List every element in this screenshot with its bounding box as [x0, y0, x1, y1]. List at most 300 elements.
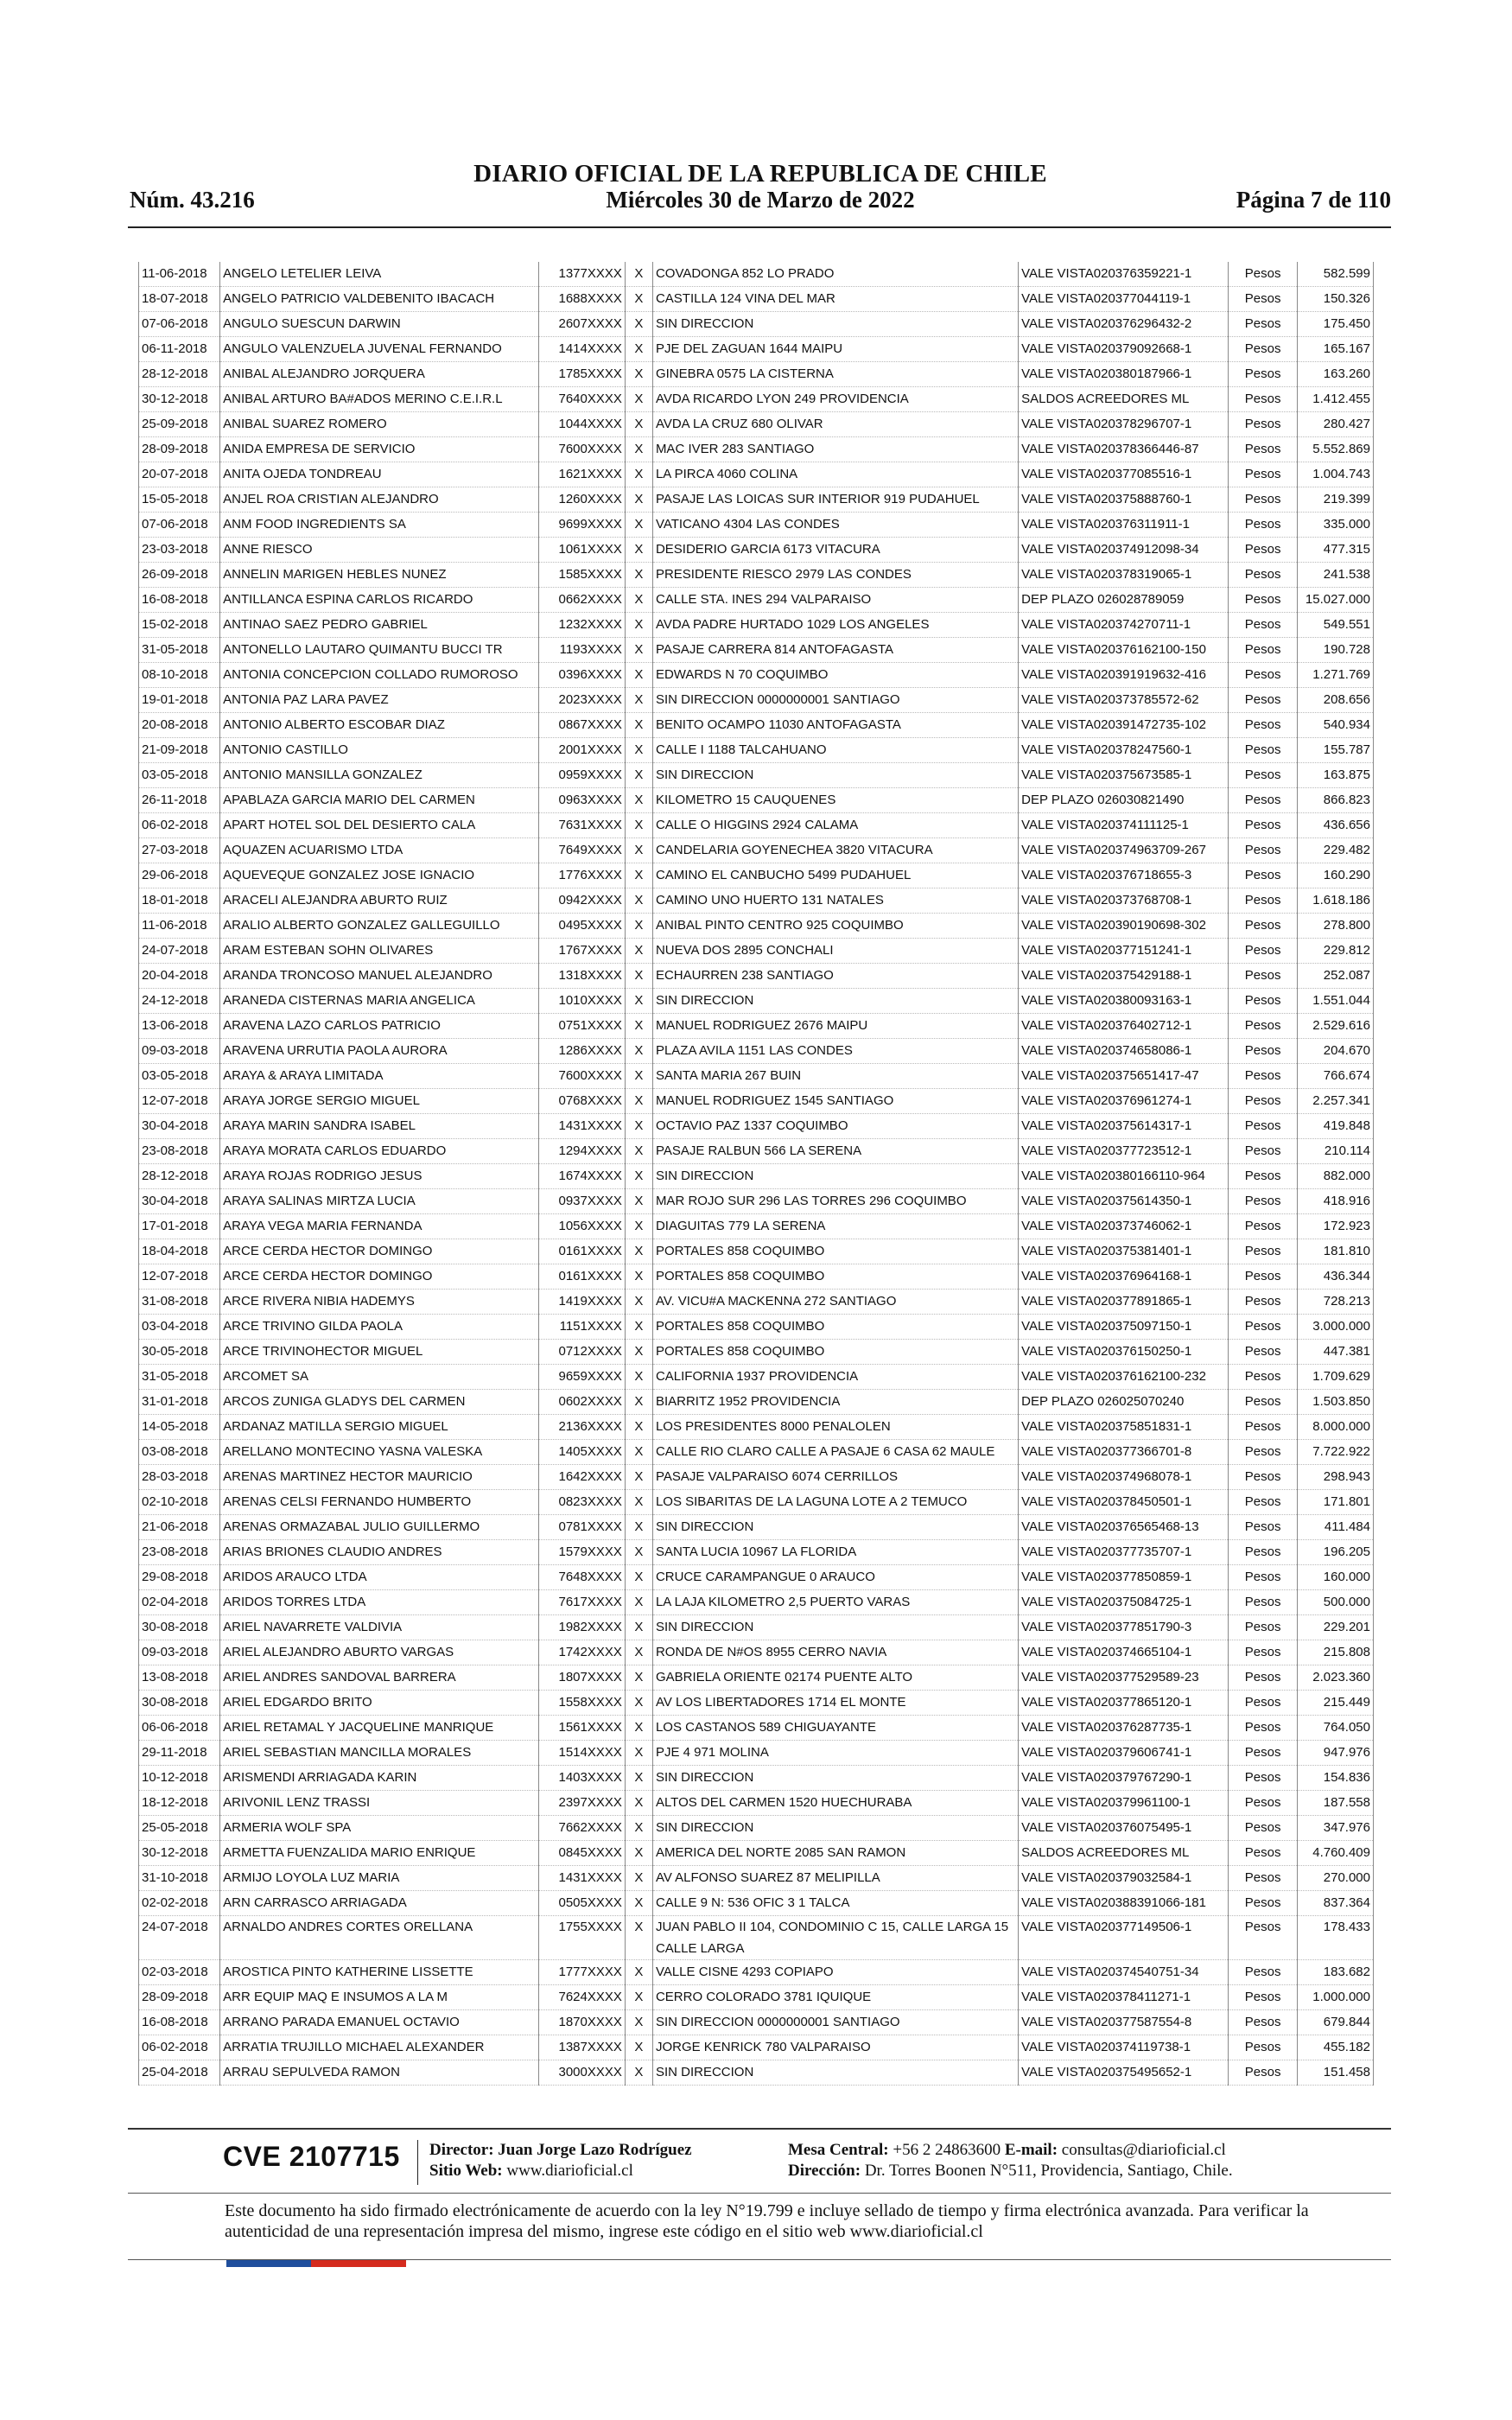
row-document: VALE VISTA020375673585-1 — [1019, 763, 1229, 788]
row-name: ANTONELLO LAUTARO QUIMANTU BUCCI TR — [220, 638, 538, 663]
row-amount: 155.787 — [1297, 738, 1373, 763]
row-name: ARIEL NAVARRETE VALDIVIA — [220, 1615, 538, 1640]
row-amount: 172.923 — [1297, 1214, 1373, 1239]
table-row — [139, 412, 1374, 437]
row-rut: 0942XXXX — [538, 888, 625, 914]
row-mark: X — [625, 1615, 652, 1640]
row-amount: 252.087 — [1297, 964, 1373, 989]
row-document: VALE VISTA020375097150-1 — [1019, 1315, 1229, 1340]
table-row — [139, 1665, 1374, 1691]
row-mark: X — [625, 1741, 652, 1766]
row-currency: Pesos — [1229, 1515, 1298, 1540]
row-rut: 1414XXXX — [538, 337, 625, 362]
row-date: 28-12-2018 — [139, 362, 220, 387]
row-date: 11-06-2018 — [139, 262, 220, 287]
row-rut: 1742XXXX — [538, 1640, 625, 1665]
table-row — [139, 713, 1374, 738]
row-mark: X — [625, 1960, 652, 1985]
table-row — [139, 513, 1374, 538]
row-mark: X — [625, 1415, 652, 1440]
table-row — [139, 1089, 1374, 1114]
row-address: GINEBRA 0575 LA CISTERNA — [652, 362, 1018, 387]
row-date: 27-03-2018 — [139, 838, 220, 863]
row-amount: 196.205 — [1297, 1540, 1373, 1565]
row-date: 31-08-2018 — [139, 1290, 220, 1315]
row-rut: 0662XXXX — [538, 588, 625, 613]
row-address: PLAZA AVILA 1151 LAS CONDES — [652, 1039, 1018, 1064]
row-mark: X — [625, 1515, 652, 1540]
row-date: 25-09-2018 — [139, 412, 220, 437]
row-amount: 582.599 — [1297, 262, 1373, 287]
row-amount: 3.000.000 — [1297, 1315, 1373, 1340]
row-currency: Pesos — [1229, 563, 1298, 588]
row-mark: X — [625, 1891, 652, 1916]
row-mark: X — [625, 638, 652, 663]
row-rut: 1585XXXX — [538, 563, 625, 588]
row-rut: 1286XXXX — [538, 1039, 625, 1064]
row-document: VALE VISTA020376162100-232 — [1019, 1365, 1229, 1390]
row-name: AQUAZEN ACUARISMO LTDA — [220, 838, 538, 863]
row-mark: X — [625, 914, 652, 939]
row-document: VALE VISTA020378411271-1 — [1019, 1985, 1229, 2010]
row-mark: X — [625, 287, 652, 312]
row-amount: 418.916 — [1297, 1189, 1373, 1214]
row-name: ARCE TRIVINO GILDA PAOLA — [220, 1315, 538, 1340]
row-address: AVDA RICARDO LYON 249 PROVIDENCIA — [652, 387, 1018, 412]
row-amount: 280.427 — [1297, 412, 1373, 437]
row-rut: 2001XXXX — [538, 738, 625, 763]
row-mark: X — [625, 964, 652, 989]
row-amount: 728.213 — [1297, 1290, 1373, 1315]
row-amount: 347.976 — [1297, 1816, 1373, 1841]
row-mark: X — [625, 713, 652, 738]
row-amount: 764.050 — [1297, 1716, 1373, 1741]
row-date: 30-08-2018 — [139, 1691, 220, 1716]
row-rut: 1558XXXX — [538, 1691, 625, 1716]
table-row — [139, 1565, 1374, 1590]
row-currency: Pesos — [1229, 1665, 1298, 1691]
row-mark: X — [625, 863, 652, 888]
row-date: 29-08-2018 — [139, 1565, 220, 1590]
row-date: 08-10-2018 — [139, 663, 220, 688]
row-mark: X — [625, 362, 652, 387]
row-date: 15-02-2018 — [139, 613, 220, 638]
row-date: 14-05-2018 — [139, 1415, 220, 1440]
row-date: 21-09-2018 — [139, 738, 220, 763]
row-document: VALE VISTA020375084725-1 — [1019, 1590, 1229, 1615]
site-label: Sitio Web: — [429, 2162, 503, 2180]
row-address: PJE DEL ZAGUAN 1644 MAIPU — [652, 337, 1018, 362]
row-document: VALE VISTA020373746062-1 — [1019, 1214, 1229, 1239]
row-amount: 229.812 — [1297, 939, 1373, 964]
row-document: VALE VISTA020376565468-13 — [1019, 1515, 1229, 1540]
row-amount: 204.670 — [1297, 1039, 1373, 1064]
row-document: VALE VISTA020377085516-1 — [1019, 462, 1229, 487]
row-document: VALE VISTA020376961274-1 — [1019, 1089, 1229, 1114]
row-rut: 0963XXXX — [538, 788, 625, 813]
row-date: 25-05-2018 — [139, 1816, 220, 1841]
row-name: ARCE RIVERA NIBIA HADEMYS — [220, 1290, 538, 1315]
row-date: 13-08-2018 — [139, 1665, 220, 1691]
row-name: ARAVENA URRUTIA PAOLA AURORA — [220, 1039, 538, 1064]
row-mark: X — [625, 1665, 652, 1691]
row-address: PORTALES 858 COQUIMBO — [652, 1315, 1018, 1340]
row-amount: 210.114 — [1297, 1139, 1373, 1164]
row-name: ANTONIA PAZ LARA PAVEZ — [220, 688, 538, 713]
row-rut: 9659XXXX — [538, 1365, 625, 1390]
row-mark: X — [625, 538, 652, 563]
flag-stripe-red — [311, 2260, 406, 2267]
row-currency: Pesos — [1229, 1490, 1298, 1515]
row-mark: X — [625, 513, 652, 538]
table-row — [139, 1465, 1374, 1490]
row-address: LOS CASTANOS 589 CHIGUAYANTE — [652, 1716, 1018, 1741]
row-document: VALE VISTA020380187966-1 — [1019, 362, 1229, 387]
row-document: VALE VISTA020376718655-3 — [1019, 863, 1229, 888]
row-date: 26-09-2018 — [139, 563, 220, 588]
row-currency: Pesos — [1229, 1089, 1298, 1114]
row-mark: X — [625, 1640, 652, 1665]
row-mark: X — [625, 2035, 652, 2060]
row-name: ANTONIO CASTILLO — [220, 738, 538, 763]
row-name: ARAYA ROJAS RODRIGO JESUS — [220, 1164, 538, 1189]
row-document: VALE VISTA020374119738-1 — [1019, 2035, 1229, 2060]
row-currency: Pesos — [1229, 663, 1298, 688]
row-mark: X — [625, 738, 652, 763]
row-amount: 549.551 — [1297, 613, 1373, 638]
row-document: VALE VISTA020374111125-1 — [1019, 813, 1229, 838]
row-mark: X — [625, 663, 652, 688]
row-rut: 0781XXXX — [538, 1515, 625, 1540]
row-mark: X — [625, 1791, 652, 1816]
row-name: ARCE CERDA HECTOR DOMINGO — [220, 1264, 538, 1290]
row-name: ANTONIO ALBERTO ESCOBAR DIAZ — [220, 713, 538, 738]
row-name: ARENAS ORMAZABAL JULIO GUILLERMO — [220, 1515, 538, 1540]
row-currency: Pesos — [1229, 1766, 1298, 1791]
row-currency: Pesos — [1229, 1716, 1298, 1741]
row-amount: 229.201 — [1297, 1615, 1373, 1640]
row-address: LOS SIBARITAS DE LA LAGUNA LOTE A 2 TEMUCO — [652, 1490, 1018, 1515]
table-row — [139, 939, 1374, 964]
row-rut: 1044XXXX — [538, 412, 625, 437]
row-document: VALE VISTA020377865120-1 — [1019, 1691, 1229, 1716]
row-mark: X — [625, 1264, 652, 1290]
row-name: AROSTICA PINTO KATHERINE LISSETTE — [220, 1960, 538, 1985]
row-rut: 0845XXXX — [538, 1841, 625, 1866]
row-amount: 679.844 — [1297, 2010, 1373, 2035]
row-currency: Pesos — [1229, 1340, 1298, 1365]
row-name: ANGULO SUESCUN DARWIN — [220, 312, 538, 337]
row-date: 31-10-2018 — [139, 1866, 220, 1891]
row-date: 11-06-2018 — [139, 914, 220, 939]
row-date: 06-06-2018 — [139, 1716, 220, 1741]
row-rut: 1431XXXX — [538, 1866, 625, 1891]
table-row — [139, 1841, 1374, 1866]
row-address: COVADONGA 852 LO PRADO — [652, 262, 1018, 287]
row-name: ARN CARRASCO ARRIAGADA — [220, 1891, 538, 1916]
table-row — [139, 1365, 1374, 1390]
row-amount: 882.000 — [1297, 1164, 1373, 1189]
row-rut: 7640XXXX — [538, 387, 625, 412]
row-mark: X — [625, 1866, 652, 1891]
row-name: ARR EQUIP MAQ E INSUMOS A LA M — [220, 1985, 538, 2010]
row-mark: X — [625, 337, 652, 362]
row-address: CALLE 9 N: 536 OFIC 3 1 TALCA — [652, 1891, 1018, 1916]
table-row — [139, 613, 1374, 638]
row-rut: 1982XXXX — [538, 1615, 625, 1640]
row-rut: 1785XXXX — [538, 362, 625, 387]
row-name: ANITA OJEDA TONDREAU — [220, 462, 538, 487]
row-name: ARACELI ALEJANDRA ABURTO RUIZ — [220, 888, 538, 914]
row-address: CALIFORNIA 1937 PROVIDENCIA — [652, 1365, 1018, 1390]
table-row — [139, 1139, 1374, 1164]
row-date: 31-05-2018 — [139, 1365, 220, 1390]
row-document: DEP PLAZO 026025070240 — [1019, 1390, 1229, 1415]
row-amount: 837.364 — [1297, 1891, 1373, 1916]
row-rut: 0751XXXX — [538, 1014, 625, 1039]
table-row — [139, 312, 1374, 337]
table-row — [139, 1264, 1374, 1290]
row-amount: 15.027.000 — [1297, 588, 1373, 613]
row-amount: 1.000.000 — [1297, 1985, 1373, 2010]
row-rut: 1431XXXX — [538, 1114, 625, 1139]
table-row — [139, 387, 1374, 412]
row-date: 03-04-2018 — [139, 1315, 220, 1340]
address-label: Dirección: — [788, 2162, 861, 2180]
row-name: ARIVONIL LENZ TRASSI — [220, 1791, 538, 1816]
issue-date: Miércoles 30 de Marzo de 2022 — [606, 187, 915, 213]
row-document: VALE VISTA020391919632-416 — [1019, 663, 1229, 688]
row-name: ARISMENDI ARRIAGADA KARIN — [220, 1766, 538, 1791]
row-currency: Pesos — [1229, 813, 1298, 838]
row-currency: Pesos — [1229, 1866, 1298, 1891]
row-date: 06-02-2018 — [139, 2035, 220, 2060]
newspaper-title: DIARIO OFICIAL DE LA REPUBLICA DE CHILE — [473, 160, 1047, 188]
row-mark: X — [625, 387, 652, 412]
row-name: ARCOS ZUNIGA GLADYS DEL CARMEN — [220, 1390, 538, 1415]
row-currency: Pesos — [1229, 1264, 1298, 1290]
row-address: CRUCE CARAMPANGUE 0 ARAUCO — [652, 1565, 1018, 1590]
row-date: 24-07-2018 — [139, 939, 220, 964]
row-document: VALE VISTA020380093163-1 — [1019, 989, 1229, 1014]
row-currency: Pesos — [1229, 362, 1298, 387]
row-address: ALTOS DEL CARMEN 1520 HUECHURABA — [652, 1791, 1018, 1816]
row-rut: 2397XXXX — [538, 1791, 625, 1816]
row-rut: 1579XXXX — [538, 1540, 625, 1565]
row-amount: 154.836 — [1297, 1766, 1373, 1791]
row-address: SIN DIRECCION — [652, 1164, 1018, 1189]
row-name: ARCE CERDA HECTOR DOMINGO — [220, 1239, 538, 1264]
row-mark: X — [625, 813, 652, 838]
row-amount: 150.326 — [1297, 287, 1373, 312]
row-amount: 1.618.186 — [1297, 888, 1373, 914]
row-address: KILOMETRO 15 CAUQUENES — [652, 788, 1018, 813]
row-currency: Pesos — [1229, 838, 1298, 863]
row-address: LA LAJA KILOMETRO 2,5 PUERTO VARAS — [652, 1590, 1018, 1615]
header-divider — [128, 226, 1391, 228]
row-document: VALE VISTA020391472735-102 — [1019, 713, 1229, 738]
row-mark: X — [625, 1816, 652, 1841]
cve-separator — [417, 2140, 418, 2185]
row-currency: Pesos — [1229, 1415, 1298, 1440]
row-address: SIN DIRECCION — [652, 1615, 1018, 1640]
row-rut: 9699XXXX — [538, 513, 625, 538]
row-amount: 2.257.341 — [1297, 1089, 1373, 1114]
row-currency: Pesos — [1229, 1615, 1298, 1640]
row-mark: X — [625, 588, 652, 613]
table-row — [139, 813, 1374, 838]
table-row — [139, 1114, 1374, 1139]
row-date: 16-08-2018 — [139, 2010, 220, 2035]
row-amount: 219.399 — [1297, 487, 1373, 513]
row-name: ARAYA & ARAYA LIMITADA — [220, 1064, 538, 1089]
table-row — [139, 738, 1374, 763]
row-rut: 1294XXXX — [538, 1139, 625, 1164]
table-row — [139, 1440, 1374, 1465]
row-amount: 947.976 — [1297, 1741, 1373, 1766]
header-center — [130, 161, 1391, 213]
row-document: VALE VISTA020374540751-34 — [1019, 1960, 1229, 1985]
row-mark: X — [625, 2060, 652, 2086]
table-row — [139, 362, 1374, 387]
row-name: ANIBAL ARTURO BA#ADOS MERINO C.E.I.R.L — [220, 387, 538, 412]
row-amount: 1.551.044 — [1297, 989, 1373, 1014]
row-rut: 0823XXXX — [538, 1490, 625, 1515]
row-name: APABLAZA GARCIA MARIO DEL CARMEN — [220, 788, 538, 813]
table-row — [139, 1816, 1374, 1841]
row-mark: X — [625, 1916, 652, 1960]
row-mark: X — [625, 1139, 652, 1164]
email-link[interactable]: consultas@diarioficial.cl — [1061, 2141, 1226, 2159]
row-document: VALE VISTA020374270711-1 — [1019, 613, 1229, 638]
row-name: ARCOMET SA — [220, 1365, 538, 1390]
row-document: VALE VISTA020378296707-1 — [1019, 412, 1229, 437]
row-date: 18-07-2018 — [139, 287, 220, 312]
row-amount: 298.943 — [1297, 1465, 1373, 1490]
row-document: VALE VISTA020378366446-87 — [1019, 437, 1229, 462]
row-currency: Pesos — [1229, 1590, 1298, 1615]
row-rut: 0161XXXX — [538, 1264, 625, 1290]
row-rut: 2607XXXX — [538, 312, 625, 337]
row-rut: 1807XXXX — [538, 1665, 625, 1691]
row-document: VALE VISTA020375651417-47 — [1019, 1064, 1229, 1089]
row-document: VALE VISTA020377366701-8 — [1019, 1440, 1229, 1465]
table-row — [139, 1064, 1374, 1089]
row-mark: X — [625, 939, 652, 964]
row-amount: 229.482 — [1297, 838, 1373, 863]
row-currency: Pesos — [1229, 1214, 1298, 1239]
row-document: VALE VISTA020378450501-1 — [1019, 1490, 1229, 1515]
row-address: SIN DIRECCION — [652, 989, 1018, 1014]
row-mark: X — [625, 462, 652, 487]
row-currency: Pesos — [1229, 1891, 1298, 1916]
row-document: DEP PLAZO 026028789059 — [1019, 588, 1229, 613]
table-row — [139, 989, 1374, 1014]
row-document: VALE VISTA020376311911-1 — [1019, 513, 1229, 538]
row-name: ANTONIA CONCEPCION COLLADO RUMOROSO — [220, 663, 538, 688]
row-rut: 1318XXXX — [538, 964, 625, 989]
row-rut: 1403XXXX — [538, 1766, 625, 1791]
row-rut: 7649XXXX — [538, 838, 625, 863]
row-date: 29-06-2018 — [139, 863, 220, 888]
row-amount: 215.808 — [1297, 1640, 1373, 1665]
row-currency: Pesos — [1229, 1315, 1298, 1340]
row-rut: 0396XXXX — [538, 663, 625, 688]
table-row — [139, 1515, 1374, 1540]
row-currency: Pesos — [1229, 1565, 1298, 1590]
row-amount: 5.552.869 — [1297, 437, 1373, 462]
row-currency: Pesos — [1229, 387, 1298, 412]
row-name: ARANEDA CISTERNAS MARIA ANGELICA — [220, 989, 538, 1014]
table-row — [139, 1791, 1374, 1816]
row-document: VALE VISTA020376296432-2 — [1019, 312, 1229, 337]
row-document: VALE VISTA020377151241-1 — [1019, 939, 1229, 964]
row-rut: 7631XXXX — [538, 813, 625, 838]
row-date: 18-04-2018 — [139, 1239, 220, 1264]
row-date: 30-04-2018 — [139, 1189, 220, 1214]
row-address: AV ALFONSO SUAREZ 87 MELIPILLA — [652, 1866, 1018, 1891]
row-rut: 1870XXXX — [538, 2010, 625, 2035]
row-currency: Pesos — [1229, 888, 1298, 914]
row-mark: X — [625, 989, 652, 1014]
row-address: AV. VICU#A MACKENNA 272 SANTIAGO — [652, 1290, 1018, 1315]
row-name: ANGELO LETELIER LEIVA — [220, 262, 538, 287]
row-date: 06-11-2018 — [139, 337, 220, 362]
row-date: 28-03-2018 — [139, 1465, 220, 1490]
row-rut: 1151XXXX — [538, 1315, 625, 1340]
row-rut: 0867XXXX — [538, 713, 625, 738]
row-date: 28-09-2018 — [139, 1985, 220, 2010]
row-address: PASAJE VALPARAISO 6074 CERRILLOS — [652, 1465, 1018, 1490]
row-document: VALE VISTA020376150250-1 — [1019, 1340, 1229, 1365]
row-currency: Pesos — [1229, 337, 1298, 362]
row-currency: Pesos — [1229, 1540, 1298, 1565]
row-rut: 1232XXXX — [538, 613, 625, 638]
row-address: SANTA MARIA 267 BUIN — [652, 1064, 1018, 1089]
row-document: VALE VISTA020379767290-1 — [1019, 1766, 1229, 1791]
row-document: VALE VISTA020376964168-1 — [1019, 1264, 1229, 1290]
row-name: ARMIJO LOYOLA LUZ MARIA — [220, 1866, 538, 1891]
row-amount: 1.412.455 — [1297, 387, 1373, 412]
row-amount: 1.004.743 — [1297, 462, 1373, 487]
table-row — [139, 763, 1374, 788]
row-rut: 7600XXXX — [538, 437, 625, 462]
row-mark: X — [625, 1064, 652, 1089]
table-row — [139, 1340, 1374, 1365]
table-row — [139, 563, 1374, 588]
row-rut: 0768XXXX — [538, 1089, 625, 1114]
row-address: PRESIDENTE RIESCO 2979 LAS CONDES — [652, 563, 1018, 588]
row-currency: Pesos — [1229, 1139, 1298, 1164]
row-date: 31-05-2018 — [139, 638, 220, 663]
row-currency: Pesos — [1229, 1741, 1298, 1766]
row-address: MANUEL RODRIGUEZ 2676 MAIPU — [652, 1014, 1018, 1039]
row-currency: Pesos — [1229, 1791, 1298, 1816]
row-amount: 165.167 — [1297, 337, 1373, 362]
row-amount: 181.810 — [1297, 1239, 1373, 1264]
row-rut: 1688XXXX — [538, 287, 625, 312]
row-name: ARELLANO MONTECINO YASNA VALESKA — [220, 1440, 538, 1465]
site-link[interactable]: www.diarioficial.cl — [506, 2162, 633, 2180]
row-rut: 0959XXXX — [538, 763, 625, 788]
row-currency: Pesos — [1229, 763, 1298, 788]
row-amount: 215.449 — [1297, 1691, 1373, 1716]
row-currency: Pesos — [1229, 1114, 1298, 1139]
row-currency: Pesos — [1229, 1189, 1298, 1214]
row-date: 03-05-2018 — [139, 763, 220, 788]
row-document: SALDOS ACREEDORES ML — [1019, 387, 1229, 412]
row-rut: 1010XXXX — [538, 989, 625, 1014]
